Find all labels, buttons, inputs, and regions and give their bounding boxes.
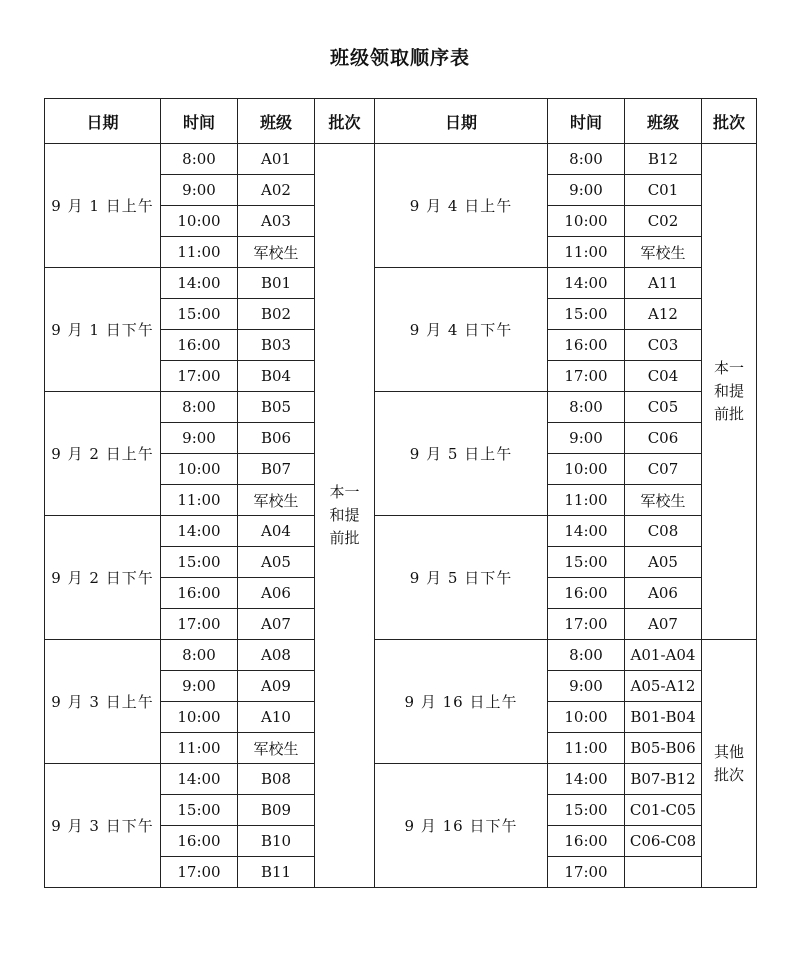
table-row <box>45 764 757 795</box>
class-cell: A07 <box>238 609 315 640</box>
class-cell: B04 <box>238 361 315 392</box>
header-time: 时间 <box>548 99 625 144</box>
time-cell: 8:00 <box>548 392 625 423</box>
class-cell: A08 <box>238 640 315 671</box>
class-cell: C03 <box>625 330 702 361</box>
header-time: 时间 <box>161 99 238 144</box>
time-cell: 9:00 <box>548 175 625 206</box>
time-cell: 14:00 <box>548 516 625 547</box>
class-cell: C07 <box>625 454 702 485</box>
time-cell: 10:00 <box>548 454 625 485</box>
time-cell: 8:00 <box>548 640 625 671</box>
class-cell: A09 <box>238 671 315 702</box>
header-date: 日期 <box>45 99 161 144</box>
date-cell: 9 月 4 日上午 <box>375 144 548 268</box>
date-cell: 9 月 4 日下午 <box>375 268 548 392</box>
time-cell: 9:00 <box>548 671 625 702</box>
time-cell: 10:00 <box>161 454 238 485</box>
class-cell: A06 <box>238 578 315 609</box>
class-cell: A05 <box>238 547 315 578</box>
header-row <box>45 99 757 144</box>
time-cell: 8:00 <box>161 144 238 175</box>
table-row <box>45 144 757 175</box>
class-cell: 军校生 <box>238 485 315 516</box>
table-row <box>45 640 757 671</box>
time-cell: 14:00 <box>548 764 625 795</box>
class-cell: A10 <box>238 702 315 733</box>
class-cell: C04 <box>625 361 702 392</box>
time-cell: 11:00 <box>161 485 238 516</box>
time-cell: 15:00 <box>161 547 238 578</box>
time-cell: 17:00 <box>548 609 625 640</box>
batch-cell: 其他 批次 <box>702 640 757 888</box>
date-cell: 9 月 2 日上午 <box>45 392 161 516</box>
class-cell: C01-C05 <box>625 795 702 826</box>
date-cell: 9 月 5 日上午 <box>375 392 548 516</box>
time-cell: 16:00 <box>161 330 238 361</box>
class-cell: B08 <box>238 764 315 795</box>
class-cell: A06 <box>625 578 702 609</box>
time-cell: 10:00 <box>548 206 625 237</box>
table-row <box>45 516 757 547</box>
class-cell: C02 <box>625 206 702 237</box>
page-title: 班级领取顺序表 <box>329 47 470 69</box>
time-cell: 17:00 <box>548 857 625 888</box>
class-cell <box>625 857 702 888</box>
time-cell: 10:00 <box>161 206 238 237</box>
time-cell: 11:00 <box>548 485 625 516</box>
batch-cell: 本一 和提 前批 <box>315 144 375 888</box>
time-cell: 11:00 <box>161 237 238 268</box>
time-cell: 17:00 <box>161 361 238 392</box>
table-row <box>45 392 757 423</box>
class-cell: A01 <box>238 144 315 175</box>
time-cell: 16:00 <box>548 826 625 857</box>
date-cell: 9 月 1 日下午 <box>45 268 161 392</box>
class-cell: 军校生 <box>625 237 702 268</box>
class-cell: A02 <box>238 175 315 206</box>
class-cell: A04 <box>238 516 315 547</box>
class-cell: A07 <box>625 609 702 640</box>
class-cell: 军校生 <box>238 237 315 268</box>
class-cell: B01 <box>238 268 315 299</box>
class-cell: A01-A04 <box>625 640 702 671</box>
class-cell: 军校生 <box>625 485 702 516</box>
time-cell: 16:00 <box>548 330 625 361</box>
class-cell: A05-A12 <box>625 671 702 702</box>
time-cell: 9:00 <box>161 423 238 454</box>
class-cell: B02 <box>238 299 315 330</box>
time-cell: 9:00 <box>548 423 625 454</box>
class-cell: A05 <box>625 547 702 578</box>
date-cell: 9 月 3 日上午 <box>45 640 161 764</box>
header-batch: 批次 <box>702 99 757 144</box>
class-cell: A12 <box>625 299 702 330</box>
time-cell: 16:00 <box>548 578 625 609</box>
class-cell: C05 <box>625 392 702 423</box>
date-cell: 9 月 3 日下午 <box>45 764 161 888</box>
header-batch: 批次 <box>315 99 375 144</box>
time-cell: 15:00 <box>548 299 625 330</box>
class-cell: B06 <box>238 423 315 454</box>
date-cell: 9 月 16 日上午 <box>375 640 548 764</box>
time-cell: 16:00 <box>161 578 238 609</box>
class-cell: B12 <box>625 144 702 175</box>
time-cell: 8:00 <box>161 640 238 671</box>
time-cell: 10:00 <box>548 702 625 733</box>
class-cell: A11 <box>625 268 702 299</box>
batch-cell: 本一 和提 前批 <box>702 144 757 640</box>
header-date: 日期 <box>375 99 548 144</box>
header-class: 班级 <box>238 99 315 144</box>
time-cell: 11:00 <box>548 733 625 764</box>
class-cell: B03 <box>238 330 315 361</box>
time-cell: 9:00 <box>161 175 238 206</box>
time-cell: 14:00 <box>161 516 238 547</box>
class-cell: B05-B06 <box>625 733 702 764</box>
table-row <box>45 268 757 299</box>
time-cell: 8:00 <box>548 144 625 175</box>
time-cell: 17:00 <box>548 361 625 392</box>
class-cell: C01 <box>625 175 702 206</box>
class-cell: B07-B12 <box>625 764 702 795</box>
date-cell: 9 月 2 日下午 <box>45 516 161 640</box>
class-cell: C06 <box>625 423 702 454</box>
class-cell: B01-B04 <box>625 702 702 733</box>
class-cell: B10 <box>238 826 315 857</box>
class-cell: 军校生 <box>238 733 315 764</box>
date-cell: 9 月 5 日下午 <box>375 516 548 640</box>
time-cell: 14:00 <box>161 268 238 299</box>
time-cell: 9:00 <box>161 671 238 702</box>
time-cell: 17:00 <box>161 609 238 640</box>
time-cell: 15:00 <box>548 547 625 578</box>
class-cell: C06-C08 <box>625 826 702 857</box>
schedule-body <box>45 144 757 888</box>
time-cell: 14:00 <box>161 764 238 795</box>
time-cell: 11:00 <box>548 237 625 268</box>
date-cell: 9 月 1 日上午 <box>45 144 161 268</box>
time-cell: 16:00 <box>161 826 238 857</box>
time-cell: 15:00 <box>161 795 238 826</box>
time-cell: 14:00 <box>548 268 625 299</box>
class-cell: B07 <box>238 454 315 485</box>
class-cell: A03 <box>238 206 315 237</box>
time-cell: 11:00 <box>161 733 238 764</box>
time-cell: 17:00 <box>161 857 238 888</box>
schedule-table <box>44 98 757 888</box>
class-cell: B11 <box>238 857 315 888</box>
time-cell: 15:00 <box>548 795 625 826</box>
time-cell: 10:00 <box>161 702 238 733</box>
header-class: 班级 <box>625 99 702 144</box>
class-cell: B05 <box>238 392 315 423</box>
date-cell: 9 月 16 日下午 <box>375 764 548 888</box>
class-cell: C08 <box>625 516 702 547</box>
class-cell: B09 <box>238 795 315 826</box>
time-cell: 15:00 <box>161 299 238 330</box>
time-cell: 8:00 <box>161 392 238 423</box>
